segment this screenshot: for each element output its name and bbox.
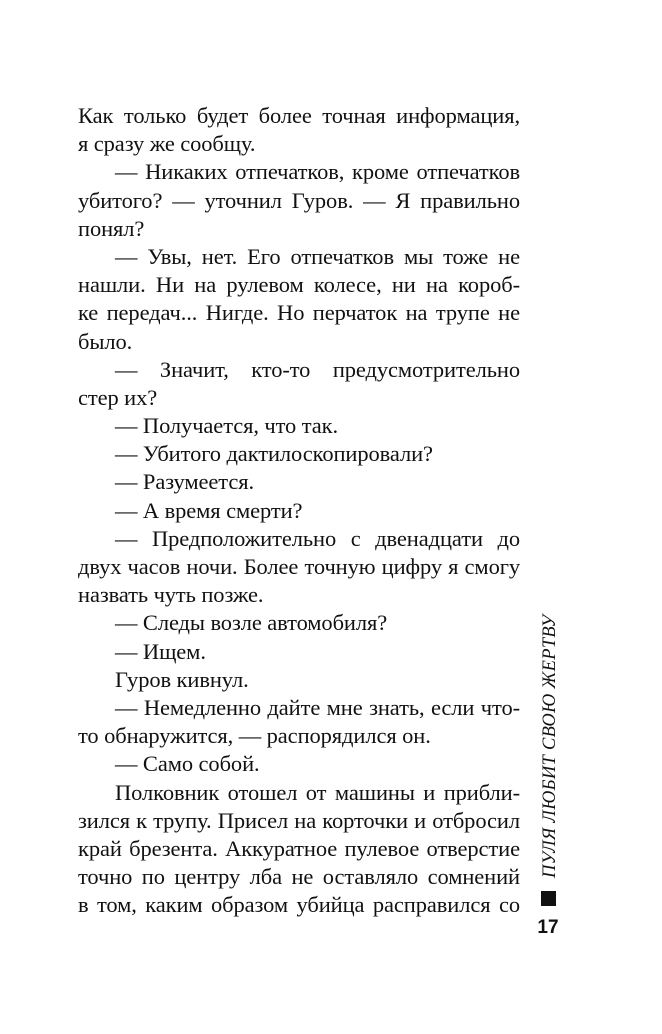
running-title [537,560,563,878]
text-line-8: ке передач... Нигде. Но перчаток на трупе не [78,300,520,326]
text-line-26: зился к трупу. Присел на корточки и отбросил [78,807,520,833]
text-line-10: — Значит, кто-то предусмотрительно [115,356,520,382]
text-line-14: — Разумеется. [115,469,254,495]
text-line-20: — Ищем. [115,638,206,664]
page-number: 17 [537,917,559,938]
text-line-13: — Убитого дактилоскопировали? [115,441,433,467]
text-line-7: нашли. Ни на рулевом колесе, ни на короб- [78,272,520,298]
text-line-19: — Следы возле автомобиля? [115,610,388,636]
text-line-15: — А время смерти? [115,497,303,523]
text-line-9: было. [78,328,133,354]
text-line-21: Гуров кивнул. [115,666,249,692]
text-line-5: понял? [78,215,145,241]
text-line-25: Полковник отошел от машины и прибли- [115,779,520,805]
text-line-12: — Получается, что так. [115,413,338,439]
text-line-28: точно по центру лба не оставляло сомнений [78,864,520,890]
text-line-3: — Никаких отпечатков, кроме отпечатков [115,159,520,185]
square-marker-icon [541,891,556,906]
text-line-23: то обнаружится, — распорядился он. [78,723,431,749]
text-line-17: двух часов ночи. Более точную цифру я смогу [78,554,520,579]
text-line-24: — Само собой. [115,751,260,777]
text-line-2: я сразу же сообщу. [78,131,256,157]
text-line-6: — Увы, нет. Его отпечатков мы тоже не [115,243,520,269]
text-line-4: убитого? — уточнил Гуров. — Я правильно [78,187,520,213]
text-line-27: край брезента. Аккуратное пулевое отверстие [78,835,520,861]
running-title-text: ПУЛЯ ЛЮБИТ СВОЮ ЖЕРТВУ [540,614,560,878]
text-line-29: в том, каким образом убийца расправился со [78,892,520,918]
text-line-1: Как только будет более точная информация, [78,103,520,128]
text-line-11: стер их? [78,384,158,410]
text-line-16: — Предположительно с двенадцати до [115,525,520,551]
body-text [78,102,520,919]
text-line-22: — Немедленно дайте мне знать, если что- [115,694,520,720]
text-line-18: назвать чуть позже. [78,582,264,608]
